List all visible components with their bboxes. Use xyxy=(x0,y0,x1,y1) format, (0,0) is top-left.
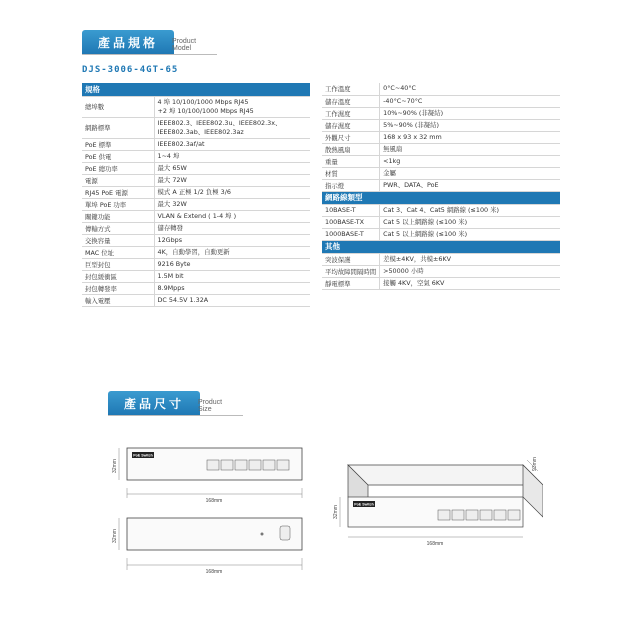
front-view-drawing xyxy=(112,438,312,588)
spec-value-line: 1.5M bit xyxy=(157,271,184,280)
spec-key: 指示燈 xyxy=(322,179,380,191)
spec-value xyxy=(154,174,310,186)
front-width-label: 168mm xyxy=(205,498,223,504)
spec-key: 工作溫度 xyxy=(322,83,380,95)
spec-section-header xyxy=(322,240,560,253)
spec-row xyxy=(322,155,560,167)
spec-value xyxy=(380,143,560,155)
spec-key: 電源 xyxy=(82,174,154,186)
spec-section-title: 網路線類型 xyxy=(322,191,560,204)
spec-value-line: 最大 72W xyxy=(157,175,187,184)
spec-section-title: 其他 xyxy=(322,240,560,253)
spec-value-line: 最大 32W xyxy=(157,199,187,208)
spec-value-line: Cat 5 以上網路線 (≤100 米) xyxy=(383,217,468,226)
spec-value xyxy=(380,265,560,277)
model-number: DJS-3006-4GT-65 xyxy=(82,65,179,75)
spec-key: 材質 xyxy=(322,167,380,179)
spec-value-line: 10%~90% (非凝結) xyxy=(383,108,444,117)
spec-value xyxy=(154,234,310,246)
spec-value xyxy=(154,222,310,234)
header-dots xyxy=(100,20,142,26)
spec-key: 輸入電壓 xyxy=(82,294,154,306)
spec-value-line: 4K，自動學習，自動更新 xyxy=(157,247,230,256)
back-height-label: 32mm xyxy=(112,529,118,543)
spec-row xyxy=(322,204,560,216)
spec-value xyxy=(380,107,560,119)
spec-value xyxy=(154,282,310,294)
spec-value-line: 差模±4KV，共模±6KV xyxy=(383,254,452,263)
back-width-label: 168mm xyxy=(205,569,223,575)
spec-key: 儲存濕度 xyxy=(322,119,380,131)
spec-value xyxy=(154,186,310,198)
spec-value xyxy=(154,198,310,210)
spec-key: 散熱風扇 xyxy=(322,143,380,155)
spec-value xyxy=(154,246,310,258)
spec-value xyxy=(380,179,560,191)
spec-value-line: VLAN & Extend ( 1-4 埠 ) xyxy=(157,211,237,220)
spec-key: 1000BASE-T xyxy=(322,228,380,240)
spec-value xyxy=(154,210,310,222)
spec-value-line: 5%~90% (非凝結) xyxy=(383,120,440,129)
spec-value xyxy=(154,138,310,150)
spec-value-line: Cat 5 以上網路線 (≤100 米) xyxy=(383,229,468,238)
spec-row xyxy=(322,228,560,240)
spec-value-line: Cat 3、Cat 4、Cat5 網路線 (≤100 米) xyxy=(383,205,500,214)
spec-key: 封包緩衝區 xyxy=(82,270,154,282)
spec-row xyxy=(82,162,310,174)
spec-key: 儲存溫度 xyxy=(322,95,380,107)
front-panel-label: PoE Switch xyxy=(133,453,153,458)
spec-value xyxy=(380,216,560,228)
spec-key: 100BASE-TX xyxy=(322,216,380,228)
spec-value-line: <1kg xyxy=(383,156,401,165)
spec-section-title: 規格 xyxy=(82,83,310,96)
spec-value-line: 金屬 xyxy=(383,168,396,177)
spec-key: PoE 供電 xyxy=(82,150,154,162)
spec-value-line: IEEE802.3ab、IEEE802.3az xyxy=(157,127,244,136)
spec-key: 交換容量 xyxy=(82,234,154,246)
isometric-view-drawing xyxy=(328,455,543,555)
spec-key: MAC 位址 xyxy=(82,246,154,258)
spec-value xyxy=(380,83,560,95)
spec-row xyxy=(82,246,310,258)
spec-key: 網路標準 xyxy=(82,117,154,138)
spec-value-line: 最大 65W xyxy=(157,163,187,172)
spec-value xyxy=(380,167,560,179)
spec-key: 重量 xyxy=(322,155,380,167)
spec-value xyxy=(154,258,310,270)
spec-row xyxy=(82,282,310,294)
spec-row xyxy=(322,167,560,179)
spec-row xyxy=(82,222,310,234)
iso-height-label: 32mm xyxy=(333,505,339,519)
spec-table-right xyxy=(322,83,560,290)
spec-value-line: 無風扇 xyxy=(383,144,403,153)
spec-value xyxy=(380,155,560,167)
iso-depth-label: 93mm xyxy=(532,457,538,471)
spec-table-left xyxy=(82,83,310,307)
spec-key: 單埠 PoE 功率 xyxy=(82,198,154,210)
spec-value xyxy=(154,117,310,138)
spec-key: 巨型封包 xyxy=(82,258,154,270)
spec-key: 靜電標準 xyxy=(322,277,380,289)
spec-value xyxy=(154,270,310,282)
size-header-dots xyxy=(115,381,157,387)
spec-row xyxy=(82,138,310,150)
spec-value xyxy=(380,131,560,143)
spec-key: 總埠數 xyxy=(82,96,154,117)
spec-row xyxy=(82,96,310,117)
spec-row xyxy=(82,210,310,222)
spec-section-header xyxy=(322,191,560,204)
spec-key: 平均故障間隔時間 xyxy=(322,265,380,277)
spec-value xyxy=(380,253,560,265)
spec-value-line: 接觸 4KV，空氣 6KV xyxy=(383,278,445,287)
spec-value-line: IEEE802.3、IEEE802.3u、IEEE802.3x、 xyxy=(157,118,282,127)
spec-header-subtitle: Product Model xyxy=(172,38,197,52)
spec-value-line: DC 54.5V 1.32A xyxy=(157,295,209,304)
size-header-subtitle: Product Size xyxy=(198,399,223,413)
spec-value xyxy=(154,150,310,162)
spec-header-title: 產品規格 xyxy=(82,30,174,54)
spec-value xyxy=(380,95,560,107)
spec-value-line: 9216 Byte xyxy=(157,259,191,268)
spec-row xyxy=(322,95,560,107)
spec-value-line: +2 埠 10/100/1000 Mbps RJ45 xyxy=(157,106,254,115)
spec-value xyxy=(380,119,560,131)
spec-section-header xyxy=(82,83,310,96)
spec-row xyxy=(322,143,560,155)
iso-width-label: 168mm xyxy=(426,541,444,547)
spec-row xyxy=(82,270,310,282)
spec-value-line: 0°C~40°C xyxy=(383,84,416,93)
spec-row xyxy=(82,198,310,210)
spec-row xyxy=(322,119,560,131)
spec-value-line: >50000 小時 xyxy=(383,266,424,275)
spec-key: RJ45 PoE 電源 xyxy=(82,186,154,198)
spec-key: 關鍵功能 xyxy=(82,210,154,222)
spec-value-line: PWR、DATA、PoE xyxy=(383,180,439,189)
spec-row xyxy=(322,265,560,277)
spec-row xyxy=(322,216,560,228)
spec-key: 工作濕度 xyxy=(322,107,380,119)
spec-key: 外觀尺寸 xyxy=(322,131,380,143)
spec-row xyxy=(322,83,560,95)
spec-row xyxy=(82,294,310,306)
spec-value xyxy=(154,294,310,306)
spec-key: PoE 標準 xyxy=(82,138,154,150)
spec-row xyxy=(82,174,310,186)
spec-row xyxy=(322,253,560,265)
spec-value-line: 168 x 93 x 32 mm xyxy=(383,132,442,141)
spec-value xyxy=(154,96,310,117)
spec-key: PoE 總功率 xyxy=(82,162,154,174)
spec-row xyxy=(82,150,310,162)
spec-value xyxy=(154,162,310,174)
spec-value-line: 12Gbps xyxy=(157,235,183,244)
spec-key: 10BASE-T xyxy=(322,204,380,216)
spec-value-line: 模式 A 正極 1/2 負極 3/6 xyxy=(157,187,231,196)
spec-row xyxy=(322,131,560,143)
spec-row xyxy=(322,107,560,119)
spec-value-line: IEEE802.3af/at xyxy=(157,139,205,148)
spec-value-line: 儲存轉發 xyxy=(157,223,184,232)
spec-row xyxy=(322,277,560,289)
spec-value xyxy=(380,277,560,289)
spec-value-line: -40°C~70°C xyxy=(383,96,423,105)
spec-value-line: 4 埠 10/100/1000 Mbps RJ45 xyxy=(157,97,249,106)
front-height-label: 32mm xyxy=(112,459,118,473)
spec-key: 傳輸方式 xyxy=(82,222,154,234)
spec-value xyxy=(380,204,560,216)
spec-key: 封包轉發率 xyxy=(82,282,154,294)
spec-value-line: 1~4 埠 xyxy=(157,151,180,160)
spec-row xyxy=(82,258,310,270)
spec-row xyxy=(82,186,310,198)
iso-panel-label: PoE Switch xyxy=(354,502,374,507)
spec-row xyxy=(82,234,310,246)
spec-row xyxy=(82,117,310,138)
spec-key: 突波保護 xyxy=(322,253,380,265)
spec-row xyxy=(322,179,560,191)
size-header-title: 產品尺寸 xyxy=(108,391,200,415)
spec-value xyxy=(380,228,560,240)
spec-value-line: 8.9Mpps xyxy=(157,283,185,292)
